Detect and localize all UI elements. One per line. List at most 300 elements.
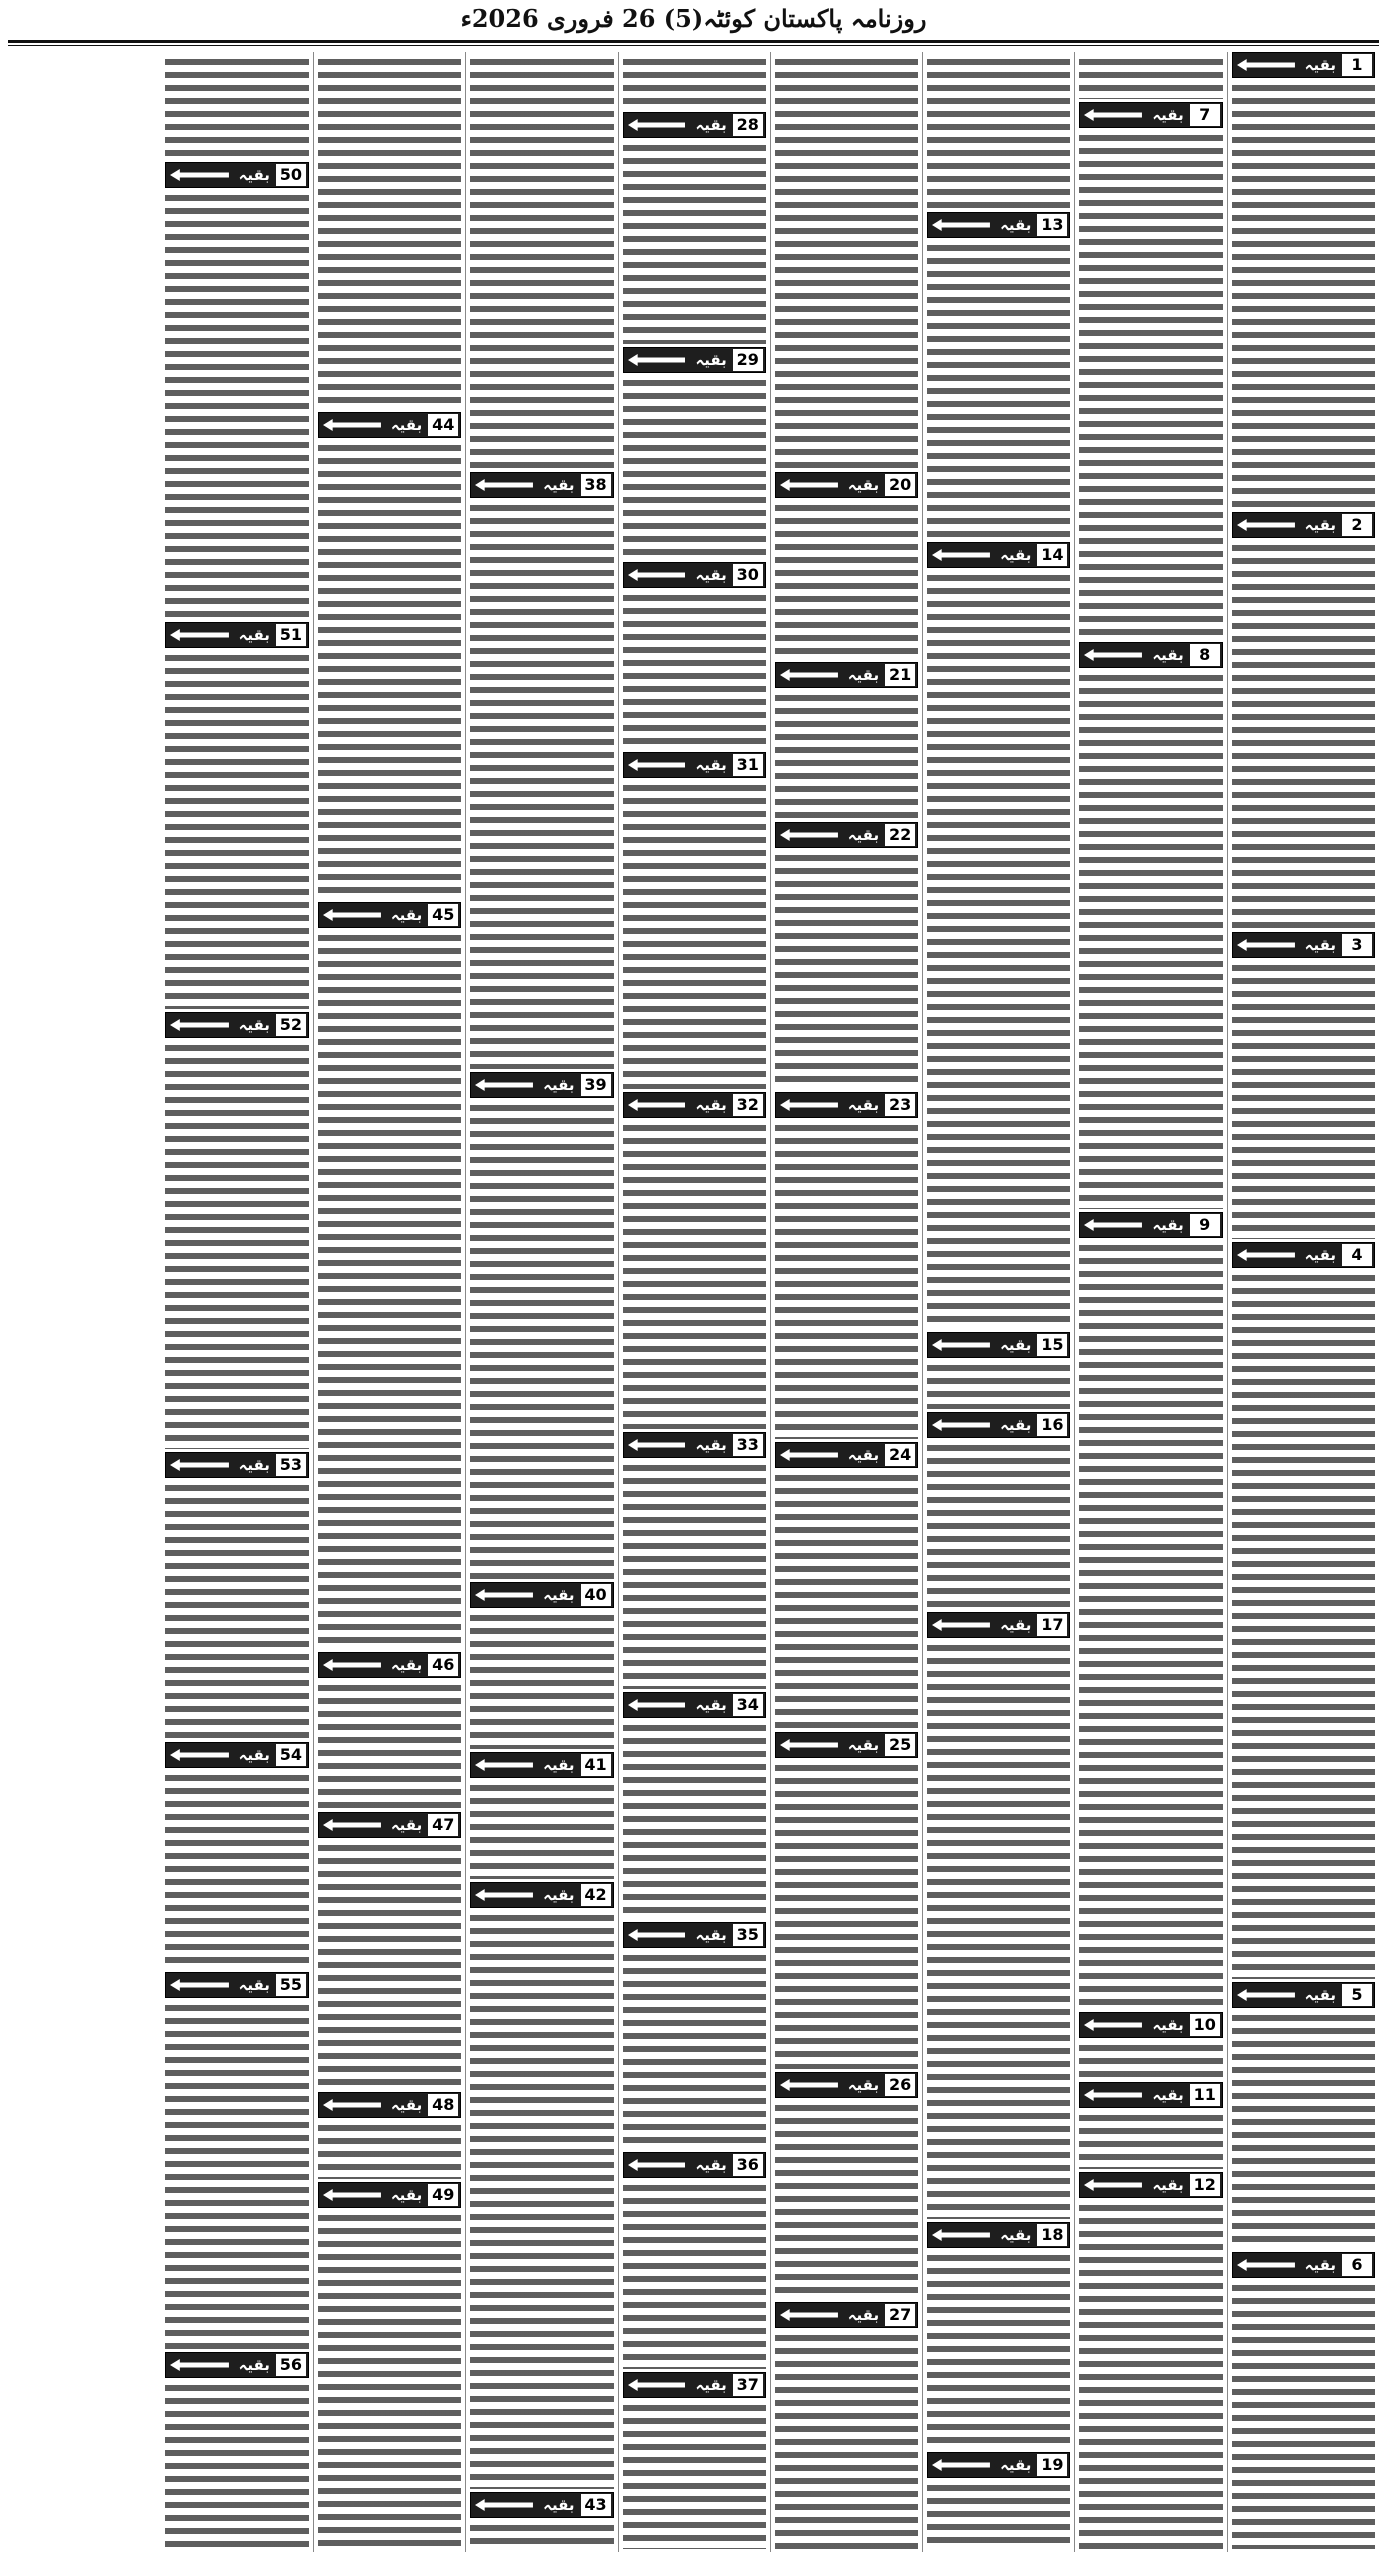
arrow-left-icon [319,2098,385,2112]
arrow-left-icon [624,758,690,772]
continuation-label: بقیہ [543,1586,575,1604]
article-text-block [775,1761,918,2069]
arrow-left-icon [776,2308,842,2322]
arrow-left-icon [624,353,690,367]
arrow-left-icon [166,2358,233,2372]
continuation-banner [775,662,918,688]
continuation-label: بقیہ [390,416,423,434]
article-text-block [927,2251,1070,2449]
continuation-number: 48 [428,2094,458,2116]
continuation-banner [1232,2252,1375,2278]
arrow-left-icon [471,1888,537,1902]
article-text-block [623,1121,766,1429]
arrow-left-icon [166,1018,233,1032]
arrow-left-icon [1080,1218,1146,1232]
article-text-block [318,55,461,409]
continuation-banner [318,902,461,928]
continuation-label: بقیہ [695,1696,727,1714]
continuation-banner [1079,2012,1222,2038]
continuation-number: 51 [276,624,306,646]
article-text-block [165,1481,309,1739]
continuation-label: بقیہ [695,756,727,774]
continuation-banner [1232,512,1375,538]
continuation-number: 47 [428,1814,458,1836]
arrow-left-icon [1233,58,1299,72]
column-6 [465,52,617,2552]
continuation-banner [623,1922,766,1948]
newspaper-title: روزنامہ پاکستان کوئٹہ(5) 26 فروری 2026ء [460,4,927,33]
continuation-banner [1079,1212,1222,1238]
continuation-number: 20 [885,474,915,496]
continuation-banner [927,1612,1070,1638]
continuation-label: بقیہ [847,826,880,844]
arrow-left-icon [1080,648,1146,662]
arrow-left-icon [1080,2018,1146,2032]
continuation-label: بقیہ [1000,2456,1032,2474]
continuation-label: بقیہ [1000,2226,1032,2244]
continuation-number: 41 [581,1754,611,1776]
continuation-label: بقیہ [847,1096,880,1114]
column-7 [313,52,465,2552]
arrow-left-icon [1233,938,1299,952]
arrow-left-icon [471,1758,537,1772]
article-text-block [1232,2011,1375,2249]
article-text-block [470,1611,613,1749]
continuation-banner [470,472,613,498]
continuation-number: 16 [1037,1414,1067,1436]
column-1 [1227,52,1379,2552]
continuation-label: بقیہ [847,666,880,684]
continuation-banner [927,542,1070,568]
continuation-number: 3 [1342,934,1372,956]
continuation-label: بقیہ [1000,546,1032,564]
continuation-number: 34 [733,1694,763,1716]
continuation-number: 28 [733,114,763,136]
continuation-banner [1232,1982,1375,2008]
article-text-block [1232,81,1375,509]
continuation-number: 1 [1342,54,1372,76]
continuation-number: 46 [428,1654,458,1676]
continuation-number: 42 [581,1884,611,1906]
arrow-left-icon [928,1338,994,1352]
arrow-left-icon [319,418,385,432]
article-text-block [318,1681,461,1809]
continuation-number: 18 [1037,2224,1067,2246]
continuation-banner [623,1092,766,1118]
continuation-number: 19 [1037,2454,1067,2476]
continuation-number: 50 [276,164,306,186]
continuation-banner [318,1812,461,1838]
continuation-banner [775,472,918,498]
arrow-left-icon [776,668,842,682]
continuation-banner [318,2182,461,2208]
continuation-banner [927,1412,1070,1438]
arrow-left-icon [776,2078,842,2092]
continuation-banner [775,822,918,848]
continuation-label: بقیہ [543,476,575,494]
article-text-block [1232,1271,1375,1979]
continuation-banner [623,2152,766,2178]
continuation-banner [927,2452,1070,2478]
arrow-left-icon [471,1588,537,1602]
arrow-left-icon [1233,1988,1299,2002]
continuation-label: بقیہ [238,1456,270,1474]
continuation-banner [623,562,766,588]
article-text-block [470,1101,613,1579]
continuation-number: 54 [276,1744,306,1766]
continuation-banner [165,2352,309,2378]
article-text-block [318,441,461,899]
continuation-label: بقیہ [543,1076,575,1094]
arrow-left-icon [928,2228,994,2242]
continuation-banner [165,622,309,648]
continuation-number: 33 [733,1434,763,1456]
continuation-banner [775,1092,918,1118]
continuation-label: بقیہ [695,2376,727,2394]
article-text-block [1079,2201,1222,2549]
continuation-label: بقیہ [847,1736,880,1754]
article-text-block [1079,131,1222,639]
continuation-number: 55 [276,1974,306,1996]
continuation-number: 32 [733,1094,763,1116]
masthead [0,0,1387,38]
column-8 [161,52,313,2552]
continuation-number: 14 [1037,544,1067,566]
continuation-label: بقیہ [1000,1336,1032,1354]
article-text-block [623,376,766,559]
article-text-block [165,55,309,159]
continuation-label: بقیہ [1152,2086,1184,2104]
article-text-block [927,1641,1070,2219]
arrow-left-icon [624,118,690,132]
continuation-number: 21 [885,664,915,686]
arrow-left-icon [166,1978,233,1992]
continuation-label: بقیہ [238,1746,270,1764]
continuation-label: بقیہ [238,1976,270,1994]
arrow-left-icon [471,478,537,492]
article-text-block [470,2521,613,2549]
continuation-number: 45 [428,904,458,926]
continuation-label: بقیہ [390,2096,423,2114]
article-text-block [775,691,918,819]
masthead-rule-thin [8,45,1379,46]
arrow-left-icon [624,568,690,582]
article-text-block [1079,2111,1222,2169]
article-text-block [623,1721,766,1919]
continuation-label: بقیہ [847,1446,880,1464]
continuation-label: بقیہ [1000,1416,1032,1434]
continuation-number: 9 [1190,1214,1220,1236]
continuation-label: بقیہ [695,566,727,584]
continuation-banner [1079,102,1222,128]
arrow-left-icon [319,1658,385,1672]
continuation-banner [165,1742,309,1768]
continuation-number: 23 [885,1094,915,1116]
continuation-banner [1079,2082,1222,2108]
article-text-block [1079,55,1222,99]
arrow-left-icon [928,2458,994,2472]
continuation-label: بقیہ [543,1756,575,1774]
continuation-number: 2 [1342,514,1372,536]
arrow-left-icon [471,1078,537,1092]
arrow-left-icon [928,548,994,562]
continuation-label: بقیہ [390,1816,423,1834]
continuation-banner [165,1452,309,1478]
continuation-banner [775,1732,918,1758]
continuation-label: بقیہ [695,1436,727,1454]
continuation-number: 52 [276,1014,306,1036]
continuation-number: 44 [428,414,458,436]
continuation-banner [165,1012,309,1038]
continuation-label: بقیہ [1304,56,1336,74]
continuation-label: بقیہ [847,2076,880,2094]
continuation-number: 37 [733,2374,763,2396]
article-text-block [1232,2281,1375,2549]
arrow-left-icon [166,1748,233,1762]
continuation-label: بقیہ [695,1096,727,1114]
continuation-number: 13 [1037,214,1067,236]
continuation-banner [1079,642,1222,668]
continuation-banner [623,347,766,373]
masthead-rule [8,40,1379,43]
continuation-number: 7 [1190,104,1220,126]
article-text-block [318,2211,461,2549]
arrow-left-icon [928,1418,994,1432]
continuation-label: بقیہ [1000,1616,1032,1634]
continuation-banner [775,2072,918,2098]
continuation-label: بقیہ [695,1926,727,1944]
continuation-number: 39 [581,1074,611,1096]
arrow-left-icon [471,2498,537,2512]
article-text-block [623,55,766,109]
arrow-left-icon [624,1698,690,1712]
arrow-left-icon [624,2158,690,2172]
arrow-left-icon [1080,2088,1146,2102]
continuation-banner [623,1692,766,1718]
article-text-block [927,1361,1070,1409]
continuation-label: بقیہ [1304,516,1336,534]
continuation-number: 10 [1190,2014,1220,2036]
continuation-banner [470,1072,613,1098]
article-text-block [623,781,766,1089]
continuation-banner [1232,932,1375,958]
continuation-number: 5 [1342,1984,1372,2006]
continuation-label: بقیہ [695,2156,727,2174]
article-text-block [775,2331,918,2549]
arrow-left-icon [776,828,842,842]
continuation-label: بقیہ [1304,1246,1336,1264]
continuation-label: بقیہ [847,2306,880,2324]
continuation-banner [470,1582,613,1608]
article-text-block [165,1041,309,1449]
article-text-block [1232,961,1375,1239]
continuation-number: 11 [1190,2084,1220,2106]
column-5 [618,52,770,2552]
article-text-block [623,141,766,344]
arrow-left-icon [319,1818,385,1832]
article-text-block [165,651,309,1009]
continuation-banner [623,1432,766,1458]
arrow-left-icon [319,908,385,922]
continuation-label: بقیہ [1152,1216,1184,1234]
article-text-block [1079,671,1222,1209]
arrow-left-icon [1233,2258,1299,2272]
article-text-block [165,2381,309,2549]
continuation-label: بقیہ [1152,2176,1184,2194]
continuation-number: 49 [428,2184,458,2206]
article-text-block [775,1121,918,1439]
continuation-number: 25 [885,1734,915,1756]
article-text-block [927,1441,1070,1609]
article-text-block [623,591,766,749]
continuation-number: 30 [733,564,763,586]
continuation-number: 22 [885,824,915,846]
column-4 [770,52,922,2552]
arrow-left-icon [1233,1248,1299,1262]
continuation-label: بقیہ [1152,2016,1184,2034]
continuation-banner [470,1882,613,1908]
continuation-banner [470,1752,613,1778]
continuation-label: بقیہ [1304,1986,1336,2004]
article-text-block [1079,1241,1222,2009]
article-text-block [623,1951,766,2149]
article-text-block [775,2101,918,2299]
continuation-banner [318,1652,461,1678]
continuation-banner [470,2492,613,2518]
continuation-label: بقیہ [390,2186,423,2204]
arrow-left-icon [1233,518,1299,532]
article-text-block [927,55,1070,209]
article-text-block [165,2001,309,2349]
article-text-block [470,1911,613,2489]
arrow-left-icon [776,478,842,492]
article-text-block [318,2121,461,2179]
continuation-banner [623,112,766,138]
continuation-number: 4 [1342,1244,1372,1266]
continuation-label: بقیہ [543,2496,575,2514]
continuation-number: 53 [276,1454,306,1476]
continuation-banner [623,752,766,778]
continuation-label: بقیہ [1152,646,1184,664]
page-columns [8,52,1379,2552]
arrow-left-icon [624,1438,690,1452]
continuation-label: بقیہ [695,351,727,369]
continuation-number: 6 [1342,2254,1372,2276]
continuation-label: بقیہ [390,906,423,924]
arrow-left-icon [776,1448,842,1462]
continuation-banner [318,2092,461,2118]
article-text-block [470,55,613,469]
continuation-banner [165,1972,309,1998]
arrow-left-icon [776,1738,842,1752]
continuation-banner [1232,1242,1375,1268]
article-text-block [927,241,1070,539]
article-text-block [318,1841,461,2089]
continuation-number: 17 [1037,1614,1067,1636]
arrow-left-icon [624,2378,690,2392]
article-text-block [623,1461,766,1689]
column-3 [922,52,1074,2552]
article-text-block [623,2401,766,2549]
continuation-label: بقیہ [390,1656,423,1674]
continuation-banner [165,162,309,188]
continuation-number: 15 [1037,1334,1067,1356]
column-2 [1074,52,1226,2552]
arrow-left-icon [166,628,233,642]
continuation-number: 26 [885,2074,915,2096]
continuation-number: 43 [581,2494,611,2516]
article-text-block [165,1771,309,1969]
article-text-block [318,931,461,1649]
continuation-number: 35 [733,1924,763,1946]
continuation-number: 24 [885,1444,915,1466]
continuation-number: 56 [276,2354,306,2376]
continuation-banner [775,2302,918,2328]
arrow-left-icon [166,168,233,182]
article-text-block [775,55,918,469]
continuation-label: بقیہ [847,476,880,494]
continuation-banner [927,212,1070,238]
article-text-block [470,501,613,1069]
continuation-label: بقیہ [238,166,270,184]
arrow-left-icon [1080,108,1146,122]
arrow-left-icon [624,1098,690,1112]
continuation-number: 31 [733,754,763,776]
article-text-block [775,501,918,659]
arrow-left-icon [1080,2178,1146,2192]
continuation-label: بقیہ [1304,2256,1336,2274]
arrow-left-icon [928,1618,994,1632]
continuation-banner [927,2222,1070,2248]
continuation-banner [623,2372,766,2398]
continuation-label: بقیہ [1152,106,1184,124]
continuation-banner [775,1442,918,1468]
article-text-block [165,191,309,619]
continuation-label: بقیہ [1304,936,1336,954]
continuation-banner [318,412,461,438]
continuation-number: 29 [733,349,763,371]
article-text-block [1232,541,1375,929]
continuation-label: بقیہ [543,1886,575,1904]
continuation-number: 8 [1190,644,1220,666]
arrow-left-icon [624,1928,690,1942]
article-text-block [775,851,918,1089]
continuation-label: بقیہ [1000,216,1032,234]
continuation-banner [1079,2172,1222,2198]
arrow-left-icon [319,2188,385,2202]
arrow-left-icon [166,1458,233,1472]
article-text-block [927,571,1070,1329]
continuation-banner [1232,52,1375,78]
continuation-label: بقیہ [238,1016,270,1034]
article-text-block [623,2181,766,2369]
arrow-left-icon [776,1098,842,1112]
continuation-number: 27 [885,2304,915,2326]
continuation-number: 38 [581,474,611,496]
continuation-number: 36 [733,2154,763,2176]
continuation-banner [927,1332,1070,1358]
continuation-number: 12 [1190,2174,1220,2196]
continuation-number: 40 [581,1584,611,1606]
continuation-label: بقیہ [238,2356,270,2374]
article-text-block [775,1471,918,1729]
continuation-label: بقیہ [695,116,727,134]
article-text-block [927,2481,1070,2549]
arrow-left-icon [928,218,994,232]
article-text-block [470,1781,613,1879]
continuation-label: بقیہ [238,626,270,644]
article-text-block [1079,2041,1222,2079]
